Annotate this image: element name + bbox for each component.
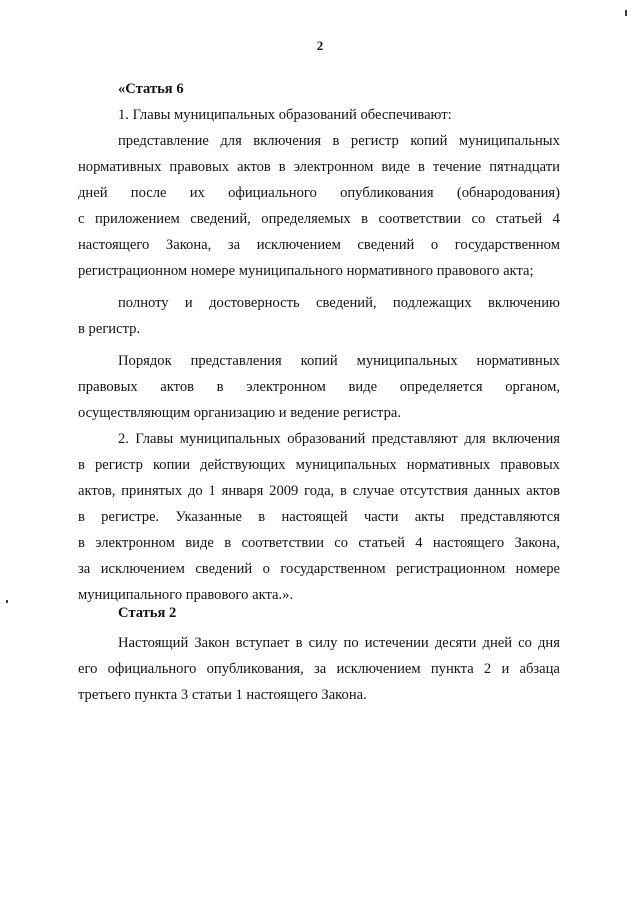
word: Настоящий — [118, 635, 189, 651]
word: настоящего — [78, 237, 150, 253]
word: государственном — [454, 237, 560, 253]
word: настоящего — [432, 535, 505, 551]
text-line — [78, 210, 560, 228]
word: соответствии — [241, 535, 324, 551]
article-2-heading: Статья 2 — [118, 605, 177, 621]
word: статьей — [358, 535, 405, 551]
word: в — [361, 211, 369, 227]
word: настоящей — [281, 509, 348, 525]
word: в — [258, 509, 266, 525]
paragraph-1-intro: 1. Главы муниципальных образований обеспечивают: — [118, 107, 452, 123]
word: виде — [185, 535, 214, 551]
word: части — [363, 509, 399, 525]
word: пятнадцати — [489, 159, 560, 175]
word: регистрационном — [396, 561, 506, 577]
word: опубликования — [340, 185, 434, 201]
word: нормативных — [406, 457, 491, 473]
word: их — [189, 185, 205, 201]
text-line — [118, 352, 560, 370]
text-line — [118, 634, 560, 652]
word: сведений — [195, 561, 253, 577]
word: номере — [515, 561, 560, 577]
word: представляют — [371, 431, 458, 447]
word: 2009 — [269, 483, 299, 499]
word: данных — [473, 483, 521, 499]
word: абзаца — [519, 661, 560, 677]
word: Главы — [135, 431, 174, 447]
word: актов — [526, 483, 560, 499]
word: со — [518, 635, 532, 651]
text-line: регистрационном номере муниципального нормативного правового акта; — [78, 263, 534, 279]
word: о — [430, 237, 439, 253]
word: 2. — [118, 431, 129, 447]
word: после — [130, 185, 167, 201]
word: государственном — [280, 561, 386, 577]
word: с — [78, 211, 85, 227]
word: муниципальных — [356, 353, 458, 369]
word: дней — [78, 185, 108, 201]
word: в — [78, 535, 85, 551]
word: образований — [287, 431, 366, 447]
text-line — [78, 378, 560, 396]
word: определяемых — [261, 211, 351, 227]
word: полноту — [118, 295, 169, 311]
word: вступает — [235, 635, 290, 651]
word: до — [187, 483, 203, 499]
word: актов, — [78, 483, 116, 499]
word: Закона, — [514, 535, 560, 551]
text-line — [78, 660, 560, 678]
word: копии — [152, 457, 191, 473]
word: по — [343, 635, 359, 651]
scan-speck — [6, 600, 8, 603]
word: отсутствия — [399, 483, 468, 499]
word: электронном — [95, 535, 175, 551]
word: в — [340, 483, 347, 499]
text-line — [78, 534, 560, 552]
word: его — [78, 661, 98, 677]
page-number: 2 — [316, 38, 324, 53]
word: для — [220, 133, 242, 149]
word: (обнародования) — [456, 185, 560, 201]
word: копий — [410, 133, 448, 149]
word: муниципальных — [295, 457, 397, 473]
text-line — [78, 560, 560, 578]
word: течение — [432, 159, 482, 175]
word: включения — [253, 133, 322, 149]
word: о — [262, 561, 270, 577]
word: виде — [381, 159, 410, 175]
text-line: третьего пункта 3 статьи 1 настоящего Закона. — [78, 687, 367, 703]
word: электронном — [246, 379, 326, 395]
word: 4 — [415, 535, 423, 551]
word: электронном — [293, 159, 374, 175]
word: исключением — [256, 237, 341, 253]
word: 4 — [552, 211, 560, 227]
word: за — [227, 237, 241, 253]
word: дней — [482, 635, 513, 651]
word: копий — [300, 353, 338, 369]
word: в — [78, 509, 85, 525]
word: статьей — [495, 211, 543, 227]
word: в — [216, 379, 224, 395]
word: в — [278, 159, 286, 175]
word: случае — [352, 483, 395, 499]
word: в — [224, 535, 232, 551]
word: Закон — [194, 635, 230, 651]
word: за — [314, 661, 327, 677]
word: нормативных — [78, 159, 162, 175]
word: приложением — [94, 211, 180, 227]
text-line — [78, 158, 560, 176]
word: опубликования, — [206, 661, 304, 677]
word: соответствии — [378, 211, 462, 227]
text-line — [78, 184, 560, 202]
text-line — [78, 508, 560, 526]
word: силу — [308, 635, 338, 651]
word: для — [464, 431, 486, 447]
word: акты — [414, 509, 445, 525]
word: официального — [228, 185, 317, 201]
text-line — [78, 482, 560, 500]
word: сведений, — [190, 211, 251, 227]
word: нормативных — [476, 353, 560, 369]
word: со — [471, 211, 486, 227]
scan-speck — [625, 10, 627, 16]
word: включения — [492, 431, 560, 447]
word: дня — [537, 635, 560, 651]
word: в — [332, 133, 340, 149]
word: со — [334, 535, 349, 551]
word: правовых — [500, 457, 560, 473]
word: правовых — [169, 159, 230, 175]
text-line: муниципального правового акта.». — [78, 587, 294, 603]
word: истечении — [364, 635, 429, 651]
text-line — [118, 430, 560, 448]
word: официального — [107, 661, 197, 677]
word: правовых — [78, 379, 138, 395]
word: Порядок — [118, 353, 172, 369]
word: в — [78, 457, 85, 473]
word: регистр — [94, 457, 143, 473]
text-line — [78, 456, 560, 474]
word: принятых — [121, 483, 183, 499]
word: определяется — [399, 379, 483, 395]
text-line: осуществляющим организацию и ведение регистра. — [78, 405, 402, 421]
word: сведений, — [316, 295, 377, 311]
word: сведений — [357, 237, 415, 253]
word: исключением — [336, 661, 421, 677]
word: за — [78, 561, 91, 577]
word: муниципальных — [179, 431, 281, 447]
word: действующих — [200, 457, 286, 473]
word: актов — [160, 379, 195, 395]
article-6-heading: «Статья 6 — [118, 81, 184, 97]
word: 2 — [483, 661, 492, 677]
text-line — [118, 294, 560, 312]
word: января — [221, 483, 264, 499]
word: Закона, — [165, 237, 212, 253]
word: в — [417, 159, 425, 175]
word: пункта — [430, 661, 474, 677]
word: подлежащих — [392, 295, 472, 311]
word: в — [295, 635, 303, 651]
word: Указанные — [175, 509, 243, 525]
word: виде — [348, 379, 378, 395]
text-line: в регистр. — [78, 321, 141, 337]
text-line — [118, 132, 560, 150]
word: десяти — [434, 635, 477, 651]
word: муниципальных — [458, 133, 560, 149]
word: органом, — [505, 379, 560, 395]
word: достоверность — [209, 295, 300, 311]
word: и — [501, 661, 510, 677]
word: включению — [488, 295, 560, 311]
text-line — [78, 236, 560, 254]
word: представляются — [460, 509, 560, 525]
word: регистре. — [101, 509, 160, 525]
word: регистр — [350, 133, 399, 149]
word: представление — [118, 133, 209, 149]
word: и — [184, 295, 193, 311]
word: актов — [237, 159, 271, 175]
word: исключением — [100, 561, 185, 577]
word: представления — [190, 353, 282, 369]
word: года, — [304, 483, 335, 499]
word: 1 — [208, 483, 216, 499]
